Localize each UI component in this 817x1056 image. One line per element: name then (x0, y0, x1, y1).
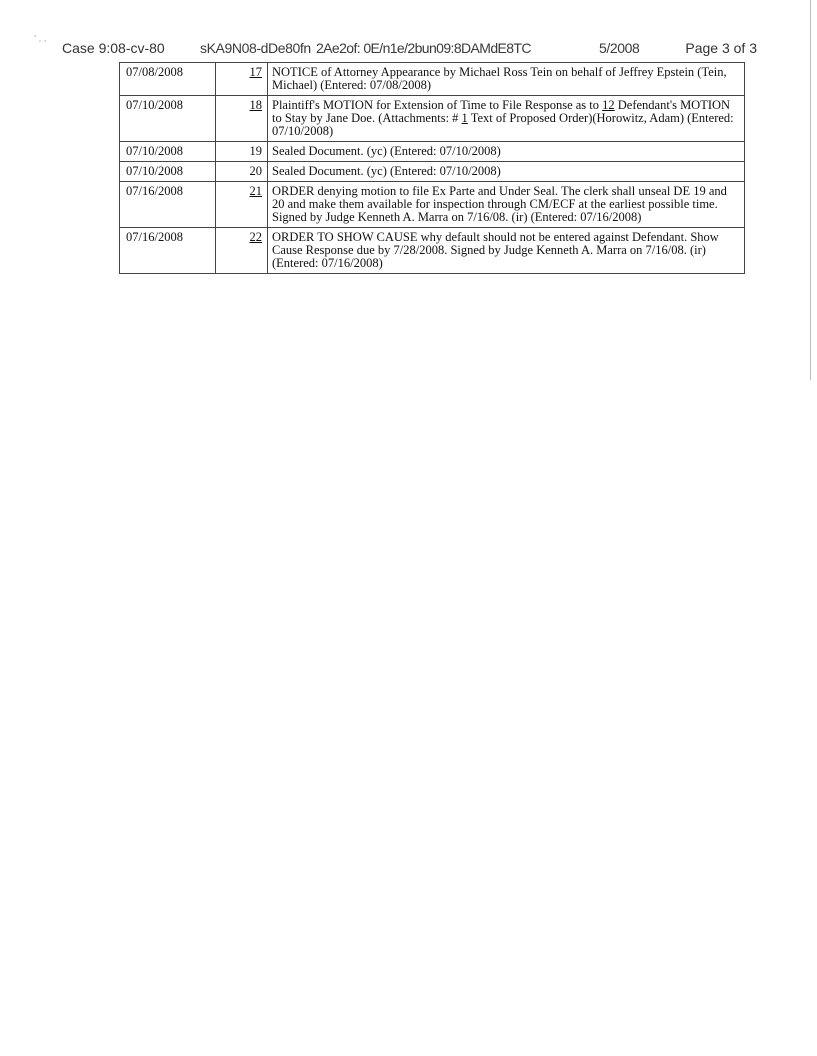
entry-number-link[interactable]: 18 (249, 98, 262, 112)
header-case-number: Case 9:08-cv-80 (62, 40, 165, 56)
entry-number-cell (216, 162, 268, 182)
entry-text: Text of Proposed Order)(Horowitz, Adam) (Entered: 07/10/2008) (272, 111, 734, 138)
docket-entry-row (120, 228, 745, 274)
entry-description (268, 63, 745, 96)
docket-entry-row (120, 182, 745, 228)
header-page-number: Page 3 of 3 (685, 40, 757, 56)
entry-description (268, 142, 745, 162)
entry-reference-link[interactable]: 12 (602, 98, 615, 112)
entry-text: NOTICE of Attorney Appearance by Michael Ross Tein on behalf of Jeffrey Epstein (Tein, Michael) (Entered: 07/08/2008) (272, 65, 727, 92)
entry-text: Sealed Document. (yc) (Entered: 07/10/2008) (272, 164, 501, 178)
docket-table-body (120, 63, 745, 274)
header-filed-stamp: 2Ae2of: 0E/n1e/2bun09:8DAMdE8TC (316, 40, 531, 56)
entry-number-cell (216, 63, 268, 96)
entry-number-cell (216, 96, 268, 142)
entry-text: Defendant's MOTION to Stay by Jane Doe. (Attachments: # (272, 98, 731, 125)
entry-text: Sealed Document. (yc) (Entered: 07/10/2008) (272, 144, 501, 158)
entry-text: Plaintiff's MOTION for Extension of Time to File Response as to (272, 98, 603, 112)
entry-text: ORDER TO SHOW CAUSE why default should not be entered against Defendant. Show Cause Response due by 7/28/2008. Signed by Judge Kenneth A. Marra on 7/16/08. (ir) (Entered: 07/16/2008) (272, 230, 719, 270)
entry-date: 07/10/2008 (120, 142, 216, 162)
entry-description (268, 182, 745, 228)
entry-number-cell (216, 142, 268, 162)
entry-number-link[interactable]: 17 (249, 65, 262, 79)
docket-entry-row (120, 63, 745, 96)
entry-number-cell (216, 228, 268, 274)
entry-number: 20 (249, 164, 262, 178)
header-document-number: sKA9N08-dDe80fn (200, 40, 311, 56)
docket-entry-row (120, 96, 745, 142)
entry-description (268, 96, 745, 142)
entry-number-cell (216, 182, 268, 228)
docket-table (119, 62, 745, 274)
entry-description (268, 162, 745, 182)
entry-description (268, 228, 745, 274)
entry-date: 07/10/2008 (120, 96, 216, 142)
entry-date: 07/10/2008 (120, 162, 216, 182)
entry-date: 07/08/2008 (120, 63, 216, 96)
entry-text: ORDER denying motion to file Ex Parte and Under Seal. The clerk shall unseal DE 19 and 20 and make them available for inspection through CM/ECF at the earliest possible time. Signed by Judge Kenneth A. Marra on 7/16/08. (ir) (Entered: 07/16/2008) (272, 184, 727, 224)
scan-edge-line (810, 0, 811, 380)
header-date: 5/2008 (599, 40, 640, 56)
entry-number-link[interactable]: 22 (249, 230, 262, 244)
page-header (62, 40, 757, 58)
entry-date: 07/16/2008 (120, 228, 216, 274)
entry-number-link[interactable]: 21 (249, 184, 262, 198)
entry-date: 07/16/2008 (120, 182, 216, 228)
entry-reference-link[interactable]: 1 (461, 111, 468, 125)
scan-specks: ' , , (34, 34, 47, 43)
entry-number: 19 (249, 144, 262, 158)
docket-entry-row (120, 162, 745, 182)
docket-entry-row (120, 142, 745, 162)
